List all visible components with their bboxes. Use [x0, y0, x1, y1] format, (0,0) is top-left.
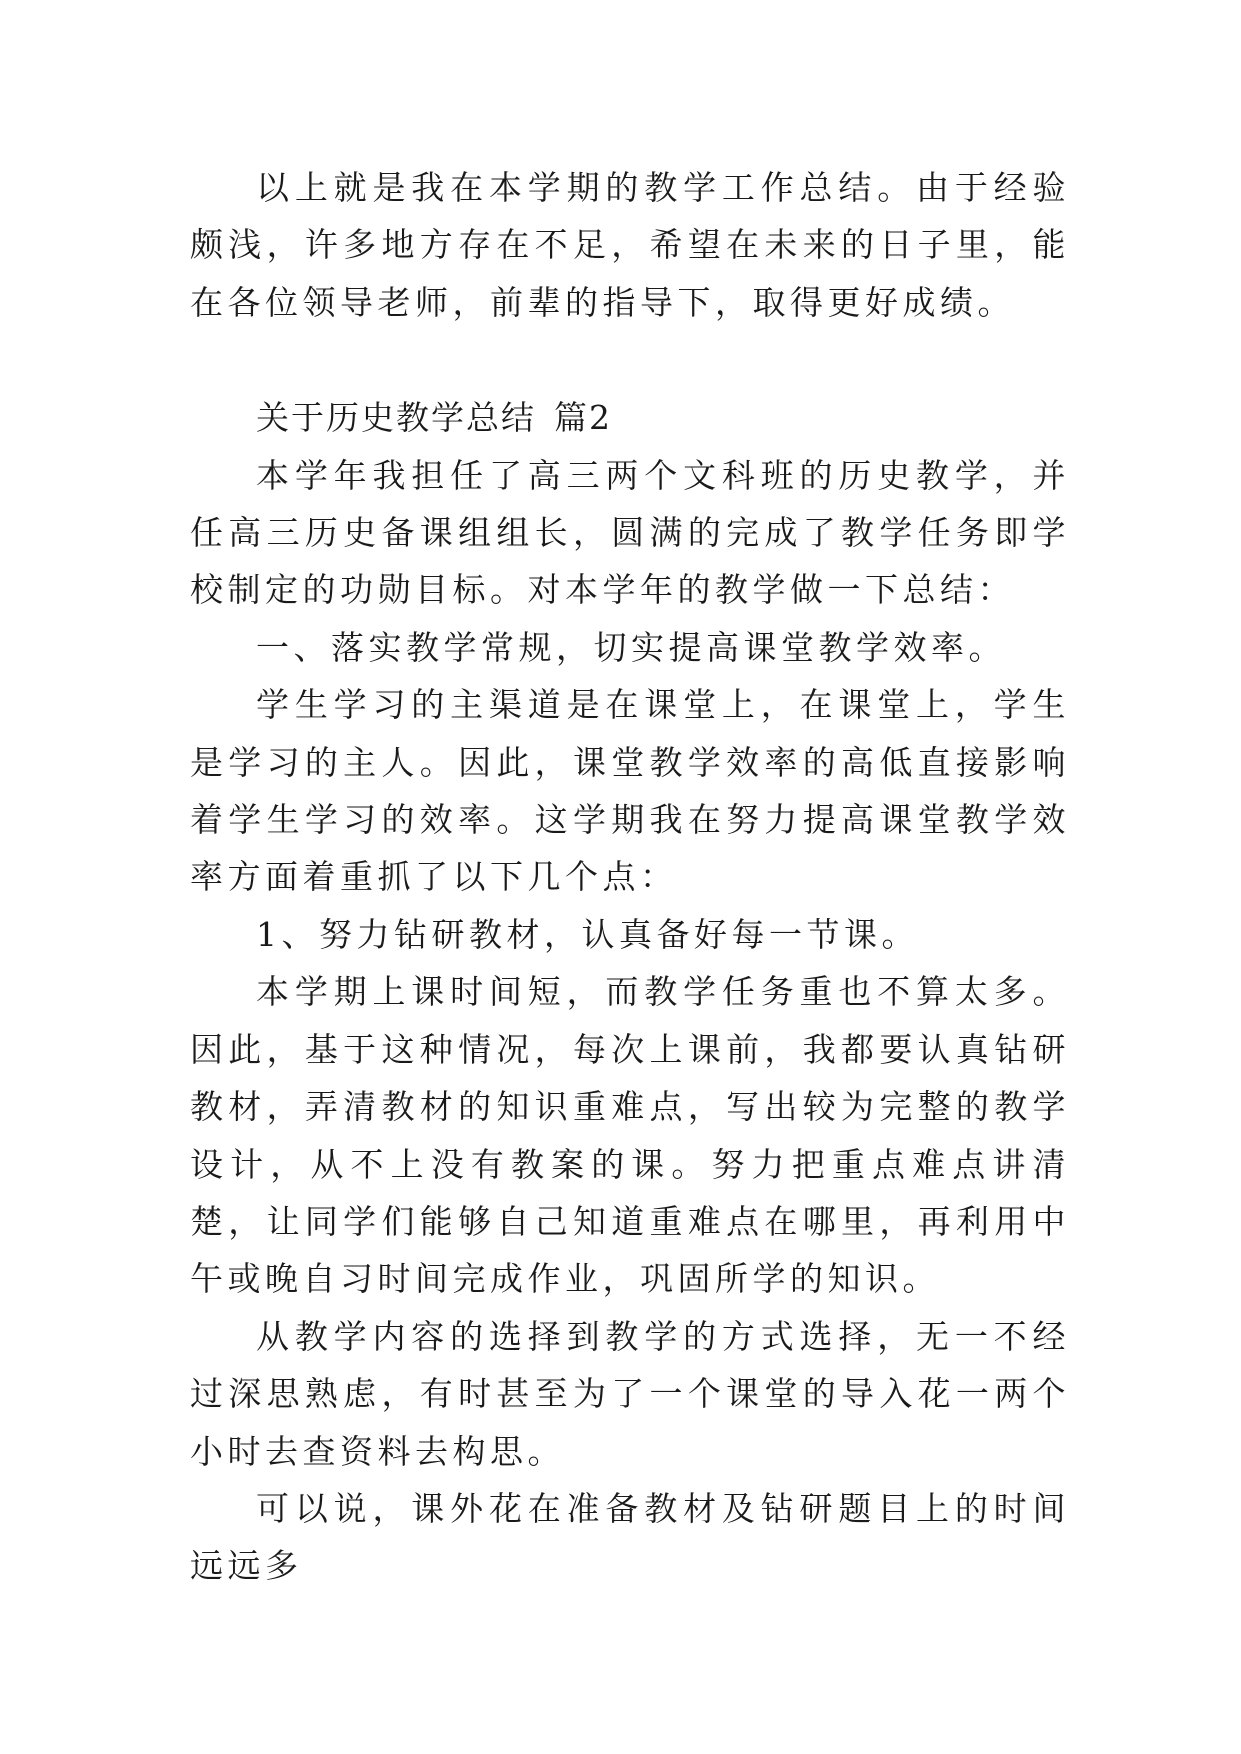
body-paragraph: 本学期上课时间短，而教学任务重也不算太多。因此，基于这种情况，每次上课前，我都要认真钻研教材，弄清教材的知识重难点，写出较为完整的教学设计，从不上没有教案的课。努力把重点难点讲清楚，让同学们能够自己知道重难点在哪里，再利用中午或晚自习时间完成作业，巩固所学的知识。	[190, 972, 1070, 1299]
section-heading-number: 篇2	[554, 398, 612, 438]
body-paragraph: 从教学内容的选择到教学的方式选择，无一不经过深思熟虑，有时甚至为了一个课堂的导入花一两个小时去查资料去构思。	[190, 1316, 1070, 1471]
body-paragraph: 可以说，课外花在准备教材及钻研题目上的时间远远多	[190, 1488, 1070, 1586]
body-paragraph: 1、努力钻研教材，认真备好每一节课。	[256, 914, 919, 954]
intro-paragraph: 以上就是我在本学期的教学工作总结。由于经验颇浅，许多地方存在不足，希望在未来的日子里，能在各位领导老师，前辈的指导下，取得更好成绩。	[190, 168, 1070, 322]
body-paragraph: 本学年我担任了高三两个文科班的历史教学，并任高三历史备课组组长，圆满的完成了教学任务即学校制定的功勋目标。对本学年的教学做一下总结：	[190, 455, 1070, 610]
document-body	[190, 159, 1070, 1595]
section-heading	[190, 389, 1070, 446]
body-paragraph: 一、落实教学常规，切实提高课堂教学效率。	[256, 627, 1006, 667]
section-heading-title: 关于历史教学总结	[256, 398, 536, 438]
body-paragraph: 学生学习的主渠道是在课堂上，在课堂上，学生是学习的主人。因此，课堂教学效率的高低直接影响着学生学习的效率。这学期我在努力提高课堂教学效率方面着重抓了以下几个点：	[190, 685, 1070, 897]
